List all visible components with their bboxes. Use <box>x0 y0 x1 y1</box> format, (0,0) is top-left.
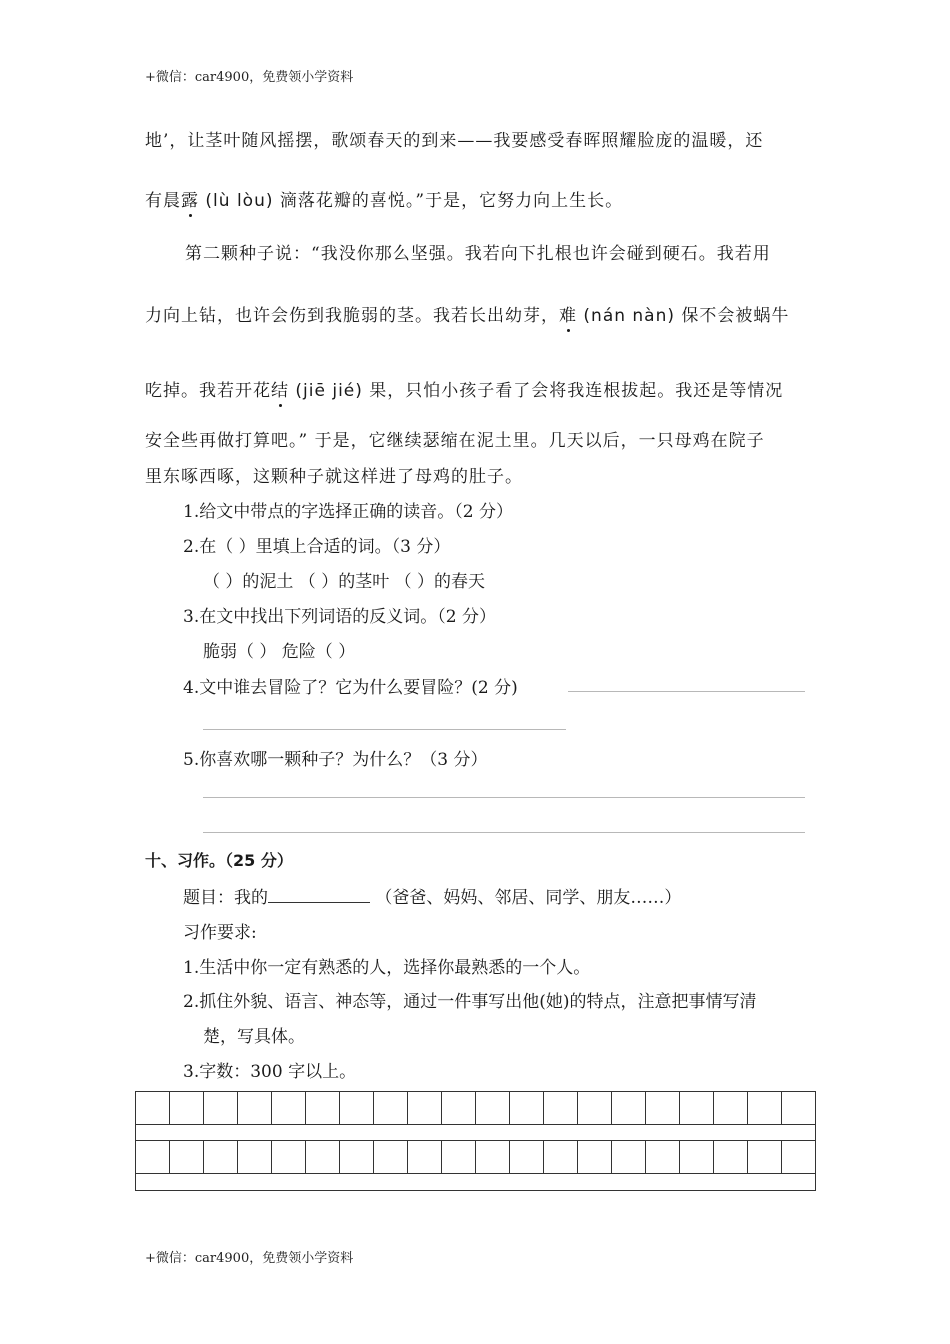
question-3-blanks: 脆弱（ ） 危险（ ） <box>203 642 356 662</box>
grid-cell[interactable] <box>612 1141 646 1173</box>
pinyin-options: (nán nàn) <box>583 306 676 326</box>
requirements-label: 习作要求: <box>183 923 257 943</box>
requirement-1: 1.生活中你一定有熟悉的人，选择你最熟悉的一个人。 <box>183 958 591 978</box>
requirement-3: 3.字数：300 字以上。 <box>183 1062 357 1082</box>
passage-line-2 <box>145 186 623 211</box>
pinyin-options: (lù lòu) <box>205 191 274 211</box>
grid-cell[interactable] <box>680 1092 714 1124</box>
grid-cell[interactable] <box>510 1141 544 1173</box>
grid-cell[interactable] <box>340 1092 374 1124</box>
passage-line-1: 地’，让茎叶随风摇摆，歌颂春天的到来——我要感受春晖照耀脸庞的温暖，还 <box>145 131 764 151</box>
requirement-2-continued: 楚，写具体。 <box>203 1027 305 1047</box>
passage-line-3: 第二颗种子说：“我没你那么坚强。我若向下扎根也许会碰到硬石。我若用 <box>185 244 771 264</box>
grid-cell[interactable] <box>374 1092 408 1124</box>
header-note: +微信：car4900，免费领小学资料 <box>145 70 354 85</box>
answer-line[interactable] <box>203 832 805 833</box>
grid-gap-row <box>136 1174 815 1190</box>
grid-cell[interactable] <box>578 1141 612 1173</box>
grid-cell[interactable] <box>578 1092 612 1124</box>
grid-cell[interactable] <box>272 1092 306 1124</box>
grid-cell[interactable] <box>170 1092 204 1124</box>
grid-cell[interactable] <box>476 1092 510 1124</box>
grid-cell[interactable] <box>646 1141 680 1173</box>
question-3: 3.在文中找出下列词语的反义词。（2 分） <box>183 607 496 627</box>
dotted-character: 露 <box>181 186 199 211</box>
dotted-character: 结 <box>271 376 289 401</box>
grid-cell[interactable] <box>238 1141 272 1173</box>
title-prefix: 题目：我的 <box>183 888 268 908</box>
grid-cell[interactable] <box>272 1141 306 1173</box>
grid-cell[interactable] <box>442 1092 476 1124</box>
passage-line-6: 安全些再做打算吧。” 于是，它继续瑟缩在泥土里。几天以后，一只母鸡在院子 <box>145 431 765 451</box>
grid-cell[interactable] <box>612 1092 646 1124</box>
passage-text: 果，只怕小孩子看了会将我连根拔起。我还是等情况 <box>369 381 784 401</box>
grid-cell[interactable] <box>170 1141 204 1173</box>
passage-text: 滴落花瓣的喜悦。”于是，它努力向上生长。 <box>279 191 624 211</box>
grid-cell[interactable] <box>136 1092 170 1124</box>
passage-text: 力向上钻，也许会伤到我脆弱的茎。我若长出幼芽， <box>145 306 559 326</box>
question-2: 2.在（ ）里填上合适的词。（3 分） <box>183 537 451 557</box>
title-hint: （爸爸、妈妈、邻居、同学、朋友……） <box>375 888 682 908</box>
pinyin-options: (jiē jié) <box>295 381 363 401</box>
composition-heading: 十、习作。（25 分） <box>145 851 293 870</box>
grid-cell[interactable] <box>714 1141 748 1173</box>
grid-cell[interactable] <box>544 1092 578 1124</box>
requirement-2: 2.抓住外貌、语言、神态等，通过一件事写出他(她)的特点，注意把事情写清 <box>183 992 757 1012</box>
grid-cell[interactable] <box>782 1141 815 1173</box>
passage-text: 吃掉。我若开花 <box>145 381 271 401</box>
footer-note: +微信：car4900，免费领小学资料 <box>145 1251 354 1266</box>
title-blank[interactable] <box>268 886 370 903</box>
grid-cell[interactable] <box>204 1092 238 1124</box>
grid-row <box>136 1141 815 1174</box>
passage-text: 有晨 <box>145 191 181 211</box>
grid-cell[interactable] <box>374 1141 408 1173</box>
grid-cell[interactable] <box>544 1141 578 1173</box>
question-2-blanks: （ ）的泥土 （ ）的茎叶 （ ）的春天 <box>203 572 486 592</box>
grid-cell[interactable] <box>408 1141 442 1173</box>
passage-line-5 <box>145 376 783 401</box>
writing-grid <box>135 1091 816 1191</box>
grid-cell[interactable] <box>680 1141 714 1173</box>
grid-cell[interactable] <box>204 1141 238 1173</box>
answer-line[interactable] <box>203 729 566 730</box>
passage-text: 保不会被蜗牛 <box>681 306 790 326</box>
grid-cell[interactable] <box>306 1141 340 1173</box>
grid-cell[interactable] <box>646 1092 680 1124</box>
grid-cell[interactable] <box>238 1092 272 1124</box>
grid-cell[interactable] <box>408 1092 442 1124</box>
grid-cell[interactable] <box>748 1141 782 1173</box>
question-5: 5.你喜欢哪一颗种子？为什么？（3 分） <box>183 750 488 770</box>
grid-cell[interactable] <box>442 1141 476 1173</box>
answer-line[interactable] <box>203 797 805 798</box>
composition-title <box>183 883 681 908</box>
grid-row <box>136 1092 815 1125</box>
dotted-character: 难 <box>559 301 577 326</box>
grid-cell[interactable] <box>476 1141 510 1173</box>
grid-cell[interactable] <box>306 1092 340 1124</box>
grid-cell[interactable] <box>510 1092 544 1124</box>
grid-cell[interactable] <box>714 1092 748 1124</box>
question-1: 1.给文中带点的字选择正确的读音。（2 分） <box>183 502 513 522</box>
grid-gap-row <box>136 1125 815 1141</box>
grid-cell[interactable] <box>340 1141 374 1173</box>
passage-line-4 <box>145 301 789 326</box>
question-4: 4.文中谁去冒险了？它为什么要冒险？(2 分) <box>183 678 518 698</box>
grid-cell[interactable] <box>782 1092 815 1124</box>
passage-line-7: 里东啄西啄，这颗种子就这样进了母鸡的肚子。 <box>145 467 523 487</box>
answer-line[interactable] <box>568 691 805 692</box>
grid-cell[interactable] <box>748 1092 782 1124</box>
grid-cell[interactable] <box>136 1141 170 1173</box>
